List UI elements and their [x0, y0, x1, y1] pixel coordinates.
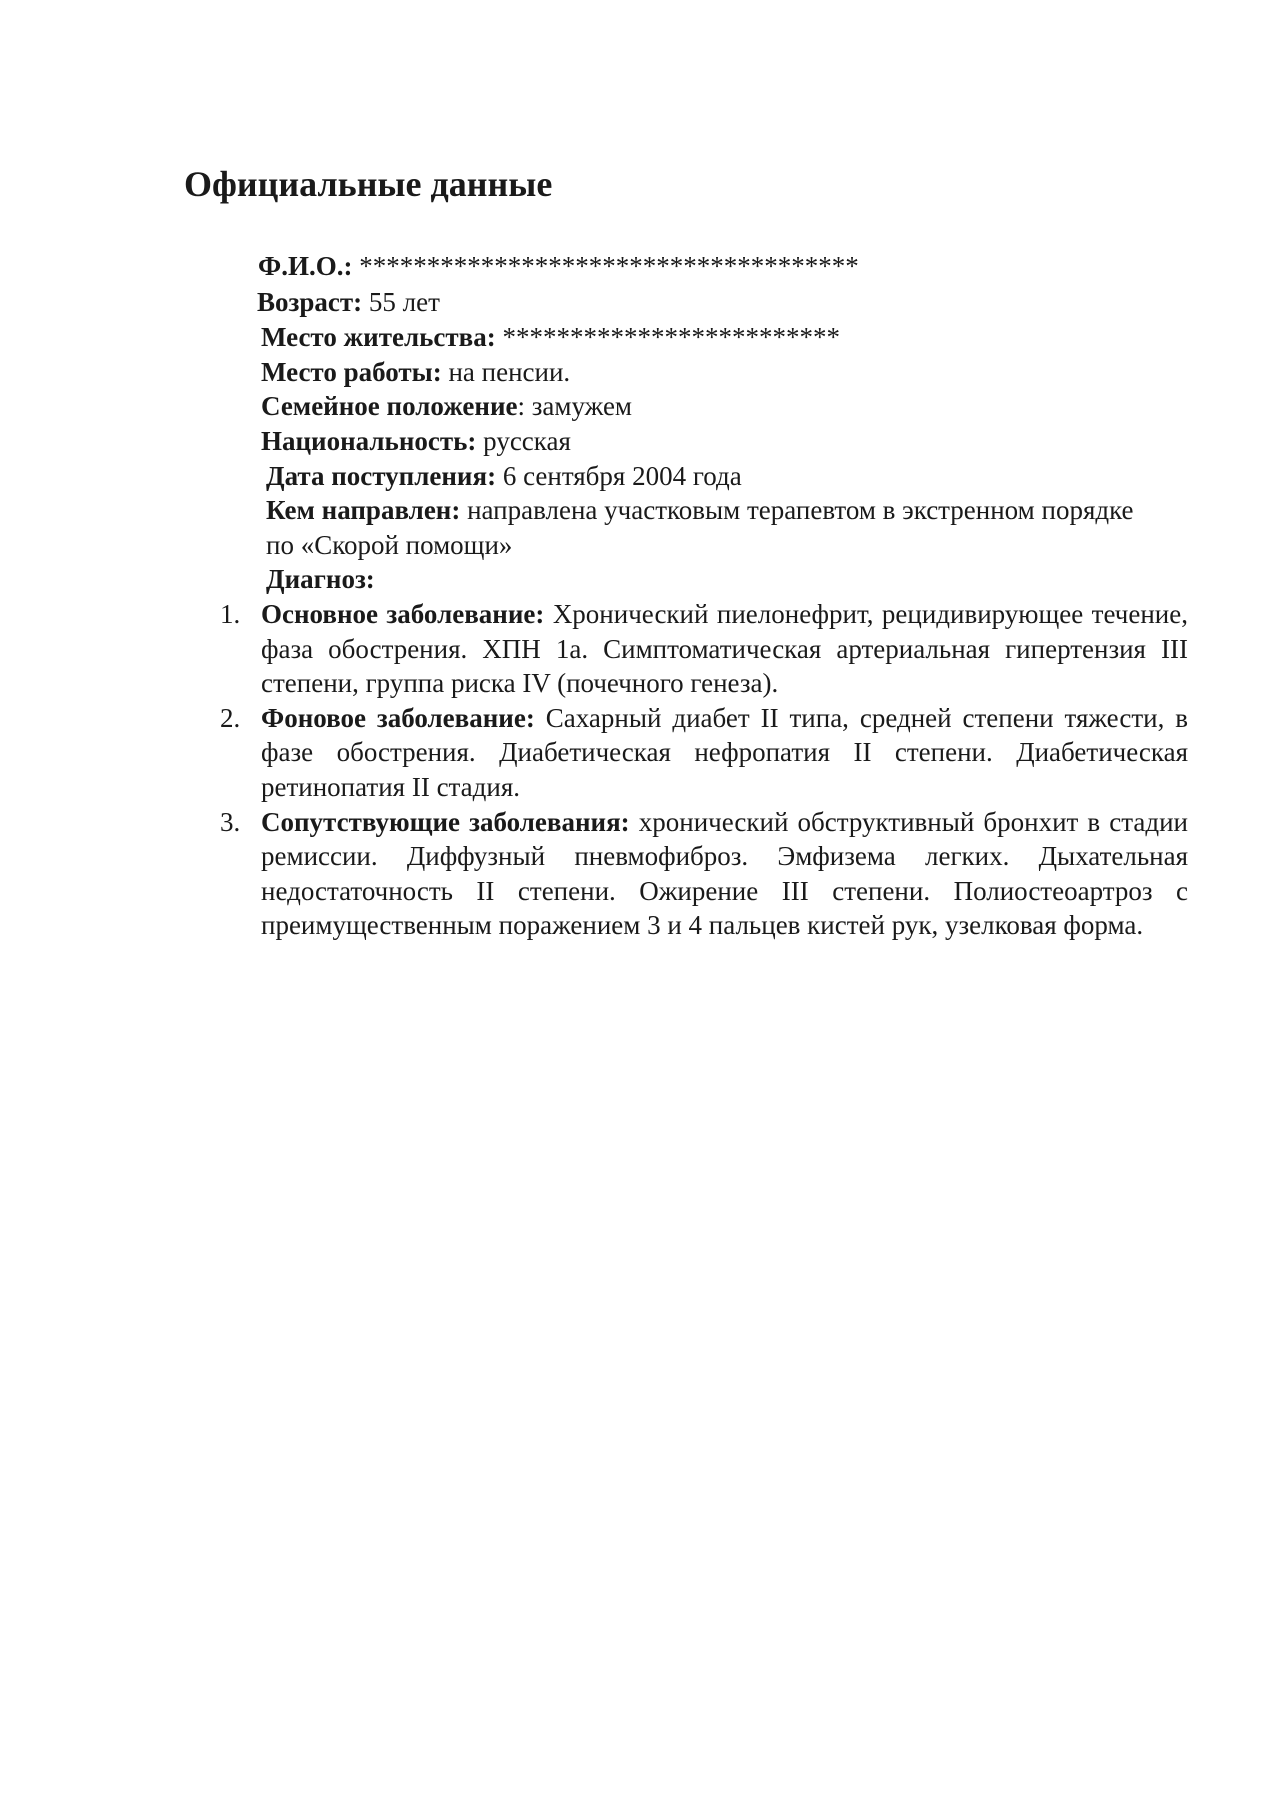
field-age-label: Возраст:: [257, 287, 363, 317]
diagnosis-item-background: [210, 701, 1188, 805]
diagnosis-label: Основное заболевание:: [261, 599, 545, 629]
field-referred-by: [266, 493, 1146, 563]
field-referred-by-value: направлена участковым терапевтом в экстренном порядке по «Скорой помощи»: [266, 495, 1134, 560]
diagnosis-number: 1.: [220, 599, 241, 629]
page-title: Официальные данные: [184, 164, 553, 204]
field-diagnosis-label: Диагноз:: [266, 564, 375, 594]
field-admission-date-value: 6 сентября 2004 года: [502, 461, 742, 491]
diagnosis-text: Сахарный диабет II типа, средней степени тяжести, в фазе обострения. Диабетическая нефропатия II степени. Диабетическая ретинопатия II стадия.: [261, 702, 1188, 802]
field-family-label: Семейное положение: [261, 391, 518, 421]
diagnosis-text: Хронический пиелонефрит, рецидивирующее течение, фаза обострения. ХПН 1а. Симптоматическая артериальная гипертензия III степени, группа риска IV (почечного генеза).: [261, 599, 1188, 699]
diagnosis-label: Сопутствующие заболевания:: [261, 806, 630, 837]
field-admission-date: [266, 459, 742, 494]
field-nationality-label: Национальность:: [261, 426, 477, 456]
field-referred-by-label: Кем направлен:: [266, 495, 461, 525]
diagnosis-text: хронический обструктивный бронхит в стадии ремиссии. Диффузный пневмофиброз. Эмфизема легких. Дыхательная недостаточность II степени. Ожирение III степени. Полиостеоартроз с преимущественным поражением 3 и 4 пальцев кистей рук, узелковая форма.: [261, 806, 1188, 941]
field-residence-value: *************************: [502, 322, 840, 352]
diagnosis-label: Фоновое заболевание:: [261, 702, 535, 733]
field-age: [257, 285, 440, 320]
field-residence-label: Место жительства:: [261, 322, 496, 352]
field-fio: [258, 249, 859, 284]
field-diagnosis: [266, 562, 375, 597]
field-work-label: Место работы:: [261, 357, 442, 387]
field-admission-date-label: Дата поступления:: [266, 461, 497, 491]
field-work: [261, 355, 570, 390]
diagnosis-item-main: [210, 597, 1188, 701]
field-family: [261, 389, 632, 424]
field-residence: [261, 320, 840, 355]
diagnosis-list: [210, 597, 1188, 943]
field-fio-value: *************************************: [359, 251, 859, 281]
diagnosis-number: 2.: [220, 702, 241, 733]
field-nationality: [261, 424, 571, 459]
field-nationality-value: русская: [483, 426, 571, 456]
field-family-value: : замужем: [517, 391, 633, 421]
field-work-value: на пенсии.: [448, 357, 571, 387]
diagnosis-item-concomitant: [210, 805, 1188, 943]
field-fio-label: Ф.И.О.:: [258, 251, 353, 281]
diagnosis-number: 3.: [220, 806, 241, 837]
field-age-value: 55 лет: [368, 287, 440, 317]
